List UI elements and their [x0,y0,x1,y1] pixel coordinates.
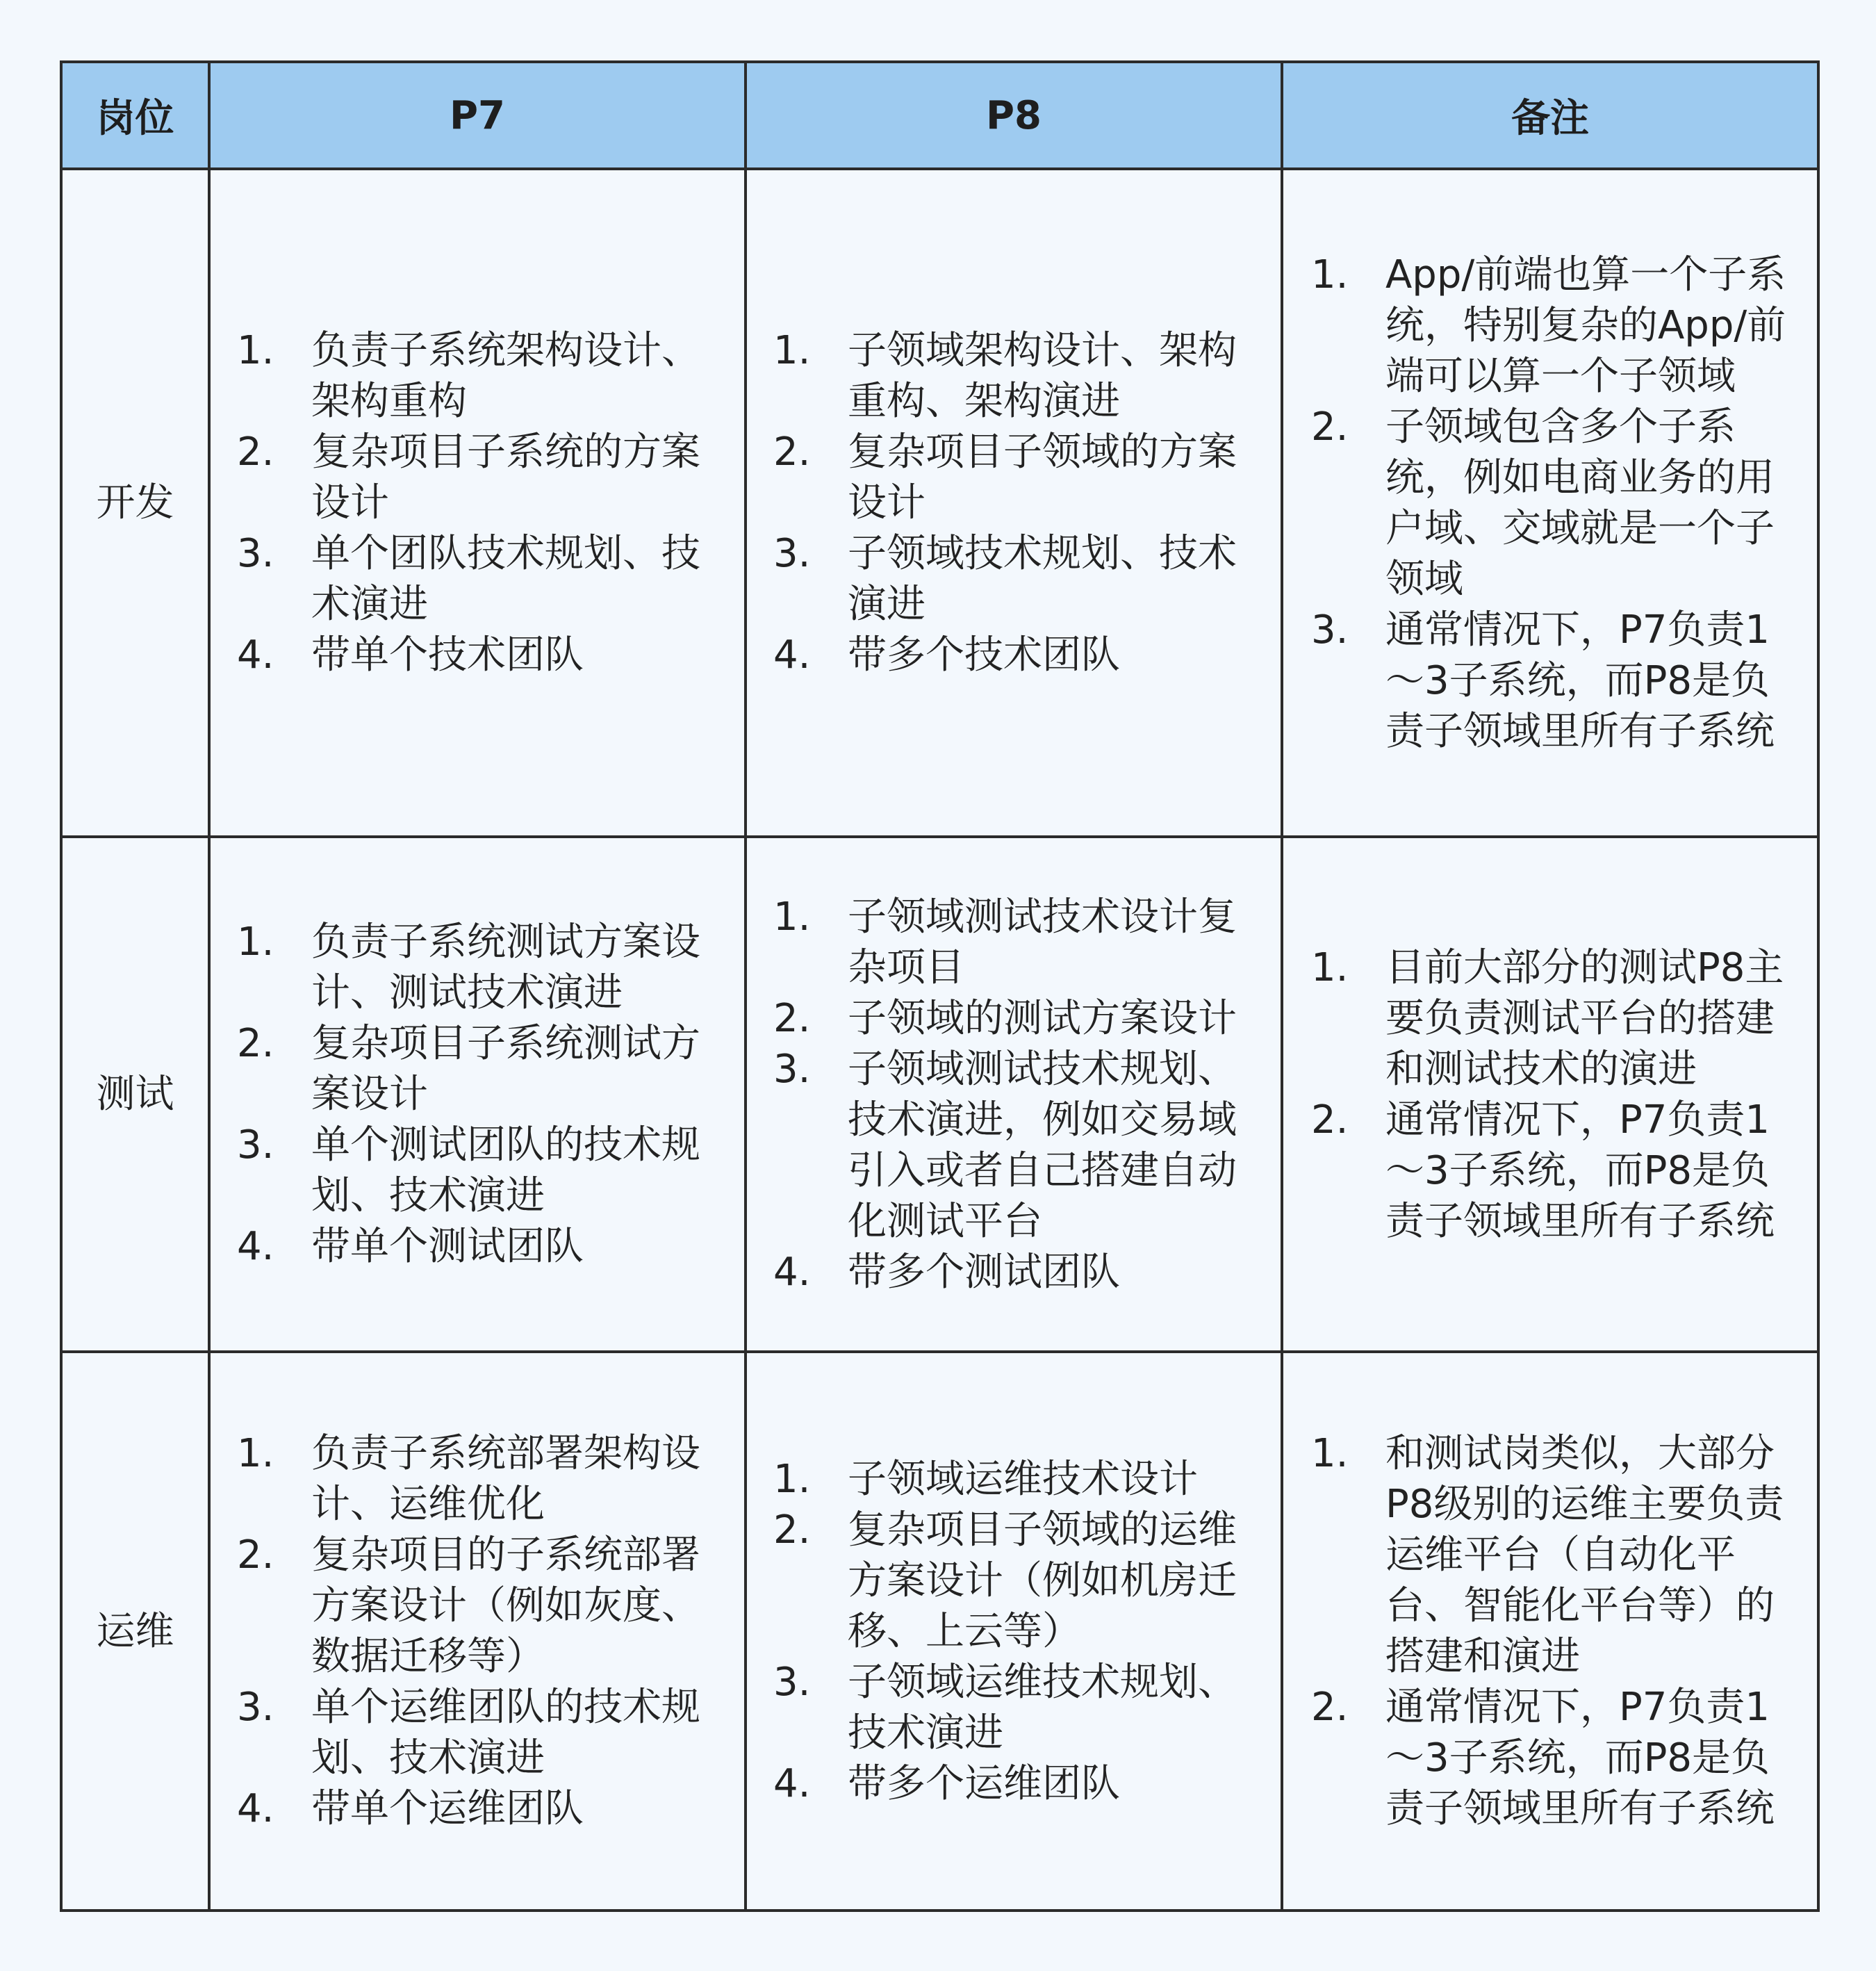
notes-cell [1282,169,1818,837]
p7-cell [209,169,746,837]
item-number: 3. [237,1122,274,1168]
header-notes: 备注 [1282,62,1818,169]
item-number: 2. [1311,1097,1349,1143]
role-level-table [60,60,1820,1912]
item-number: 4. [237,1224,274,1269]
item-number: 2. [773,430,811,475]
item-number: 1. [1311,944,1349,990]
list-item [773,427,1253,528]
list-item [773,1505,1253,1657]
item-text: 带单个测试团队 [311,1224,584,1269]
item-text: 通常情况下，P7负责1～3子系统，而P8是负责子领域里所有子系统 [1385,607,1775,754]
list-item [773,528,1253,630]
list-item [237,1120,716,1221]
list-item [237,1530,716,1682]
list-item [237,1783,716,1834]
item-number: 4. [773,1760,811,1806]
item-text: 通常情况下，P7负责1～3子系统，而P8是负责子领域里所有子系统 [1385,1097,1775,1244]
list-item [1311,1682,1803,1834]
item-number: 1. [237,328,274,373]
item-number: 2. [773,995,811,1041]
item-text: 带多个运维团队 [848,1760,1120,1806]
list-item [773,892,1253,993]
item-text: 子领域测试技术规划、技术演进，例如交易域引入或者自己搭建自动化测试平台 [848,1046,1237,1244]
role-cell: 开发 [61,169,209,837]
list-item [237,630,716,680]
notes-cell [1282,1352,1818,1911]
item-text: 子领域架构设计、架构重构、架构演进 [848,328,1237,424]
item-text: 带单个运维团队 [311,1786,584,1831]
item-text: 复杂项目子领域的方案设计 [848,430,1237,525]
item-number: 2. [1311,404,1349,450]
item-text: 子领域包含多个子系统，例如电商业务的用户域、交域就是一个子领域 [1385,404,1775,602]
item-text: 带单个技术团队 [311,632,584,678]
item-number: 1. [237,919,274,965]
item-number: 4. [237,1786,274,1831]
list-item [1311,605,1803,757]
list-item [773,1758,1253,1809]
list-item [773,993,1253,1044]
header-role: 岗位 [61,62,209,169]
p7-list [211,917,744,1272]
list-item [237,325,716,427]
item-number: 1. [1311,252,1349,297]
table-row-test [61,837,1818,1352]
p8-cell [746,1352,1282,1911]
item-text: 带多个技术团队 [848,632,1120,678]
item-number: 4. [237,632,274,678]
item-number: 3. [237,531,274,576]
item-number: 3. [773,1659,811,1705]
list-item [1311,1095,1803,1247]
item-number: 1. [237,1431,274,1476]
header-p7: P7 [209,62,746,169]
item-text: 复杂项目子系统测试方案设计 [311,1021,700,1117]
list-item [1311,402,1803,605]
item-text: 子领域运维技术设计 [848,1456,1198,1502]
item-number: 4. [773,632,811,678]
item-number: 3. [1311,607,1349,653]
list-item [1311,1428,1803,1682]
list-item [1311,250,1803,402]
p8-cell [746,169,1282,837]
table-row-dev [61,169,1818,837]
item-text: 单个团队技术规划、技术演进 [311,531,700,627]
notes-list [1283,250,1817,757]
list-item [773,1657,1253,1758]
list-item [237,528,716,630]
item-number: 3. [773,1046,811,1092]
item-text: 负责子系统部署架构设计、运维优化 [311,1431,700,1527]
item-number: 3. [237,1685,274,1730]
list-item [1311,942,1803,1095]
list-item [773,325,1253,427]
p7-cell [209,1352,746,1911]
p7-list [211,325,744,680]
list-item [773,1247,1253,1298]
role-cell: 运维 [61,1352,209,1911]
item-number: 1. [773,1456,811,1502]
list-item [237,1682,716,1783]
notes-list [1283,1428,1817,1834]
list-item [237,917,716,1018]
item-number: 1. [773,894,811,940]
table-row-ops [61,1352,1818,1911]
item-text: 单个运维团队的技术规划、技术演进 [311,1685,700,1781]
item-number: 1. [1311,1431,1349,1476]
header-row [61,62,1818,169]
item-text: 通常情况下，P7负责1～3子系统，而P8是负责子领域里所有子系统 [1385,1685,1775,1831]
notes-list [1283,942,1817,1247]
list-item [237,427,716,528]
item-number: 2. [237,430,274,475]
item-text: 子领域运维技术规划、技术演进 [848,1659,1237,1756]
item-text: 负责子系统测试方案设计、测试技术演进 [311,919,700,1015]
item-text: App/前端也算一个子系统，特别复杂的App/前端可以算一个子领域 [1385,252,1786,399]
item-text: 复杂项目的子系统部署方案设计（例如灰度、数据迁移等） [311,1532,700,1679]
item-text: 目前大部分的测试P8主要负责测试平台的搭建和测试技术的演进 [1385,944,1784,1092]
item-number: 2. [773,1507,811,1553]
item-number: 2. [1311,1685,1349,1730]
item-text: 和测试岗类似，大部分P8级别的运维主要负责运维平台（自动化平台、智能化平台等）的搭建和演进 [1385,1431,1784,1679]
item-text: 子领域测试技术设计复杂项目 [848,894,1237,990]
item-number: 2. [237,1532,274,1578]
list-item [773,630,1253,680]
item-text: 子领域的测试方案设计 [848,995,1237,1041]
item-number: 2. [237,1021,274,1066]
item-number: 1. [773,328,811,373]
item-text: 负责子系统架构设计、架构重构 [311,328,700,424]
p7-cell [209,837,746,1352]
list-item [773,1044,1253,1247]
p7-list [211,1428,744,1834]
list-item [237,1018,716,1120]
list-item [237,1428,716,1530]
list-item [237,1221,716,1272]
item-text: 子领域技术规划、技术演进 [848,531,1237,627]
item-text: 带多个测试团队 [848,1249,1120,1295]
item-number: 4. [773,1249,811,1295]
item-text: 单个测试团队的技术规划、技术演进 [311,1122,700,1218]
notes-cell [1282,837,1818,1352]
list-item [773,1454,1253,1505]
item-text: 复杂项目子领域的运维方案设计（例如机房迁移、上云等） [848,1507,1237,1654]
p8-list [747,892,1281,1298]
p8-list [747,325,1281,680]
header-p8: P8 [746,62,1282,169]
item-number: 3. [773,531,811,576]
role-cell: 测试 [61,837,209,1352]
p8-cell [746,837,1282,1352]
item-text: 复杂项目子系统的方案设计 [311,430,700,525]
p8-list [747,1454,1281,1809]
